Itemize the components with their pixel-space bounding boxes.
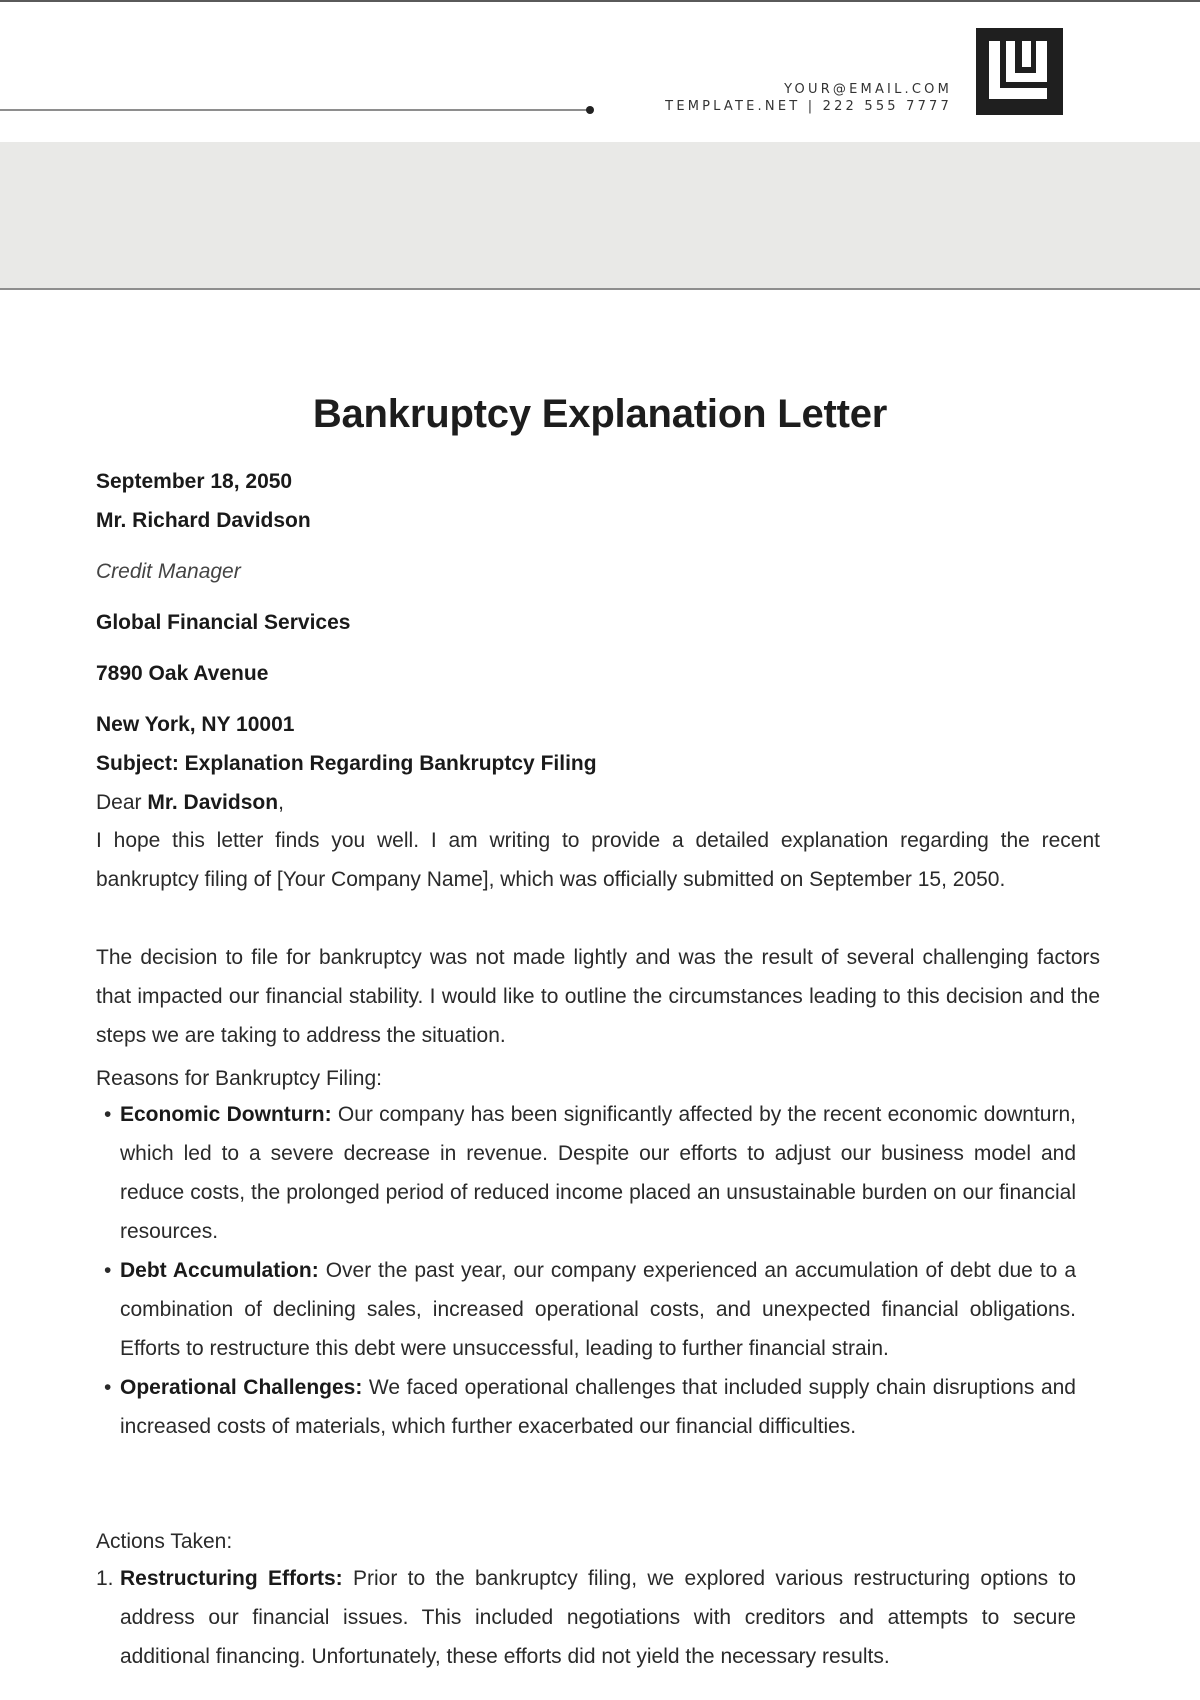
recipient-company: Global Financial Services bbox=[96, 611, 351, 634]
bullet-marker: • bbox=[104, 1103, 112, 1126]
bullet-marker: • bbox=[104, 1259, 112, 1282]
reasons-list bbox=[96, 1095, 1100, 1446]
recipient-city: New York, NY 10001 bbox=[96, 713, 295, 736]
bullet-marker: • bbox=[104, 1376, 112, 1399]
actions-list bbox=[96, 1559, 1100, 1676]
reason-label: Operational Challenges: bbox=[120, 1376, 363, 1399]
contact-email: YOUR@EMAIL.COM bbox=[784, 82, 952, 97]
recipient-title: Credit Manager bbox=[96, 560, 241, 583]
top-border bbox=[0, 0, 1200, 2]
letter-subject: Subject: Explanation Regarding Bankruptcy Filing bbox=[96, 752, 597, 775]
recipient-name: Mr. Richard Davidson bbox=[96, 509, 311, 532]
letter-title: Bankruptcy Explanation Letter bbox=[312, 392, 888, 436]
action-text: Prior to the bankruptcy filing, we explored various restructuring options to address our financial issues. This included negotiations with creditors and attempts to secure additional financing. Unfortunately, these efforts did not yield the necessary results. bbox=[120, 1567, 1076, 1668]
header-divider-dot bbox=[586, 106, 594, 114]
header-divider-line bbox=[0, 109, 590, 111]
reason-text: We faced operational challenges that included supply chain disruptions and increased costs of materials, which further exacerbated our financial difficulties. bbox=[120, 1376, 1076, 1438]
letter-date: September 18, 2050 bbox=[96, 470, 293, 493]
reason-item bbox=[96, 1251, 1076, 1368]
reason-label: Debt Accumulation: bbox=[120, 1259, 319, 1282]
reasons-heading: Reasons for Bankruptcy Filing: bbox=[96, 1067, 382, 1090]
salutation-name: Mr. Davidson bbox=[147, 791, 279, 814]
reason-label: Economic Downturn: bbox=[120, 1103, 332, 1126]
number-marker: 1. bbox=[96, 1567, 114, 1590]
template-logo-icon bbox=[976, 28, 1063, 115]
reason-item bbox=[96, 1095, 1076, 1251]
reason-text: Our company has been significantly affected by the recent economic downturn, which led to a severe decrease in revenue. Despite our efforts to adjust our business model and reduce costs, the prolonged period of reduced income placed an unsustainable burden on our financial resources. bbox=[120, 1103, 1076, 1243]
recipient-street: 7890 Oak Avenue bbox=[96, 662, 269, 685]
action-label: Restructuring Efforts: bbox=[120, 1567, 343, 1590]
salutation-prefix: Dear bbox=[96, 791, 148, 814]
paragraph-intro: I hope this letter finds you well. I am writing to provide a detailed explanation regarding the recent bankruptcy filing of [Your Company Name], which was officially submitted on September 15, 2050. bbox=[96, 829, 1100, 891]
header-band bbox=[0, 142, 1200, 290]
action-item bbox=[96, 1559, 1076, 1676]
contact-block bbox=[665, 81, 952, 115]
paragraph-decision: The decision to file for bankruptcy was not made lightly and was the result of several challenging factors that impacted our financial stability. I would like to outline the circumstances leading to this decision and the steps we are taking to address the situation. bbox=[96, 946, 1100, 1047]
salutation bbox=[96, 791, 284, 815]
salutation-suffix: , bbox=[278, 791, 284, 814]
reason-text: Over the past year, our company experienced an accumulation of debt due to a combination of declining sales, increased operational costs, and unexpected financial obligations. Efforts to restructure this debt were unsuccessful, leading to further financial strain. bbox=[120, 1259, 1077, 1360]
reason-item bbox=[96, 1368, 1076, 1446]
actions-heading: Actions Taken: bbox=[96, 1530, 233, 1553]
contact-website-phone: TEMPLATE.NET | 222 555 7777 bbox=[665, 99, 952, 114]
